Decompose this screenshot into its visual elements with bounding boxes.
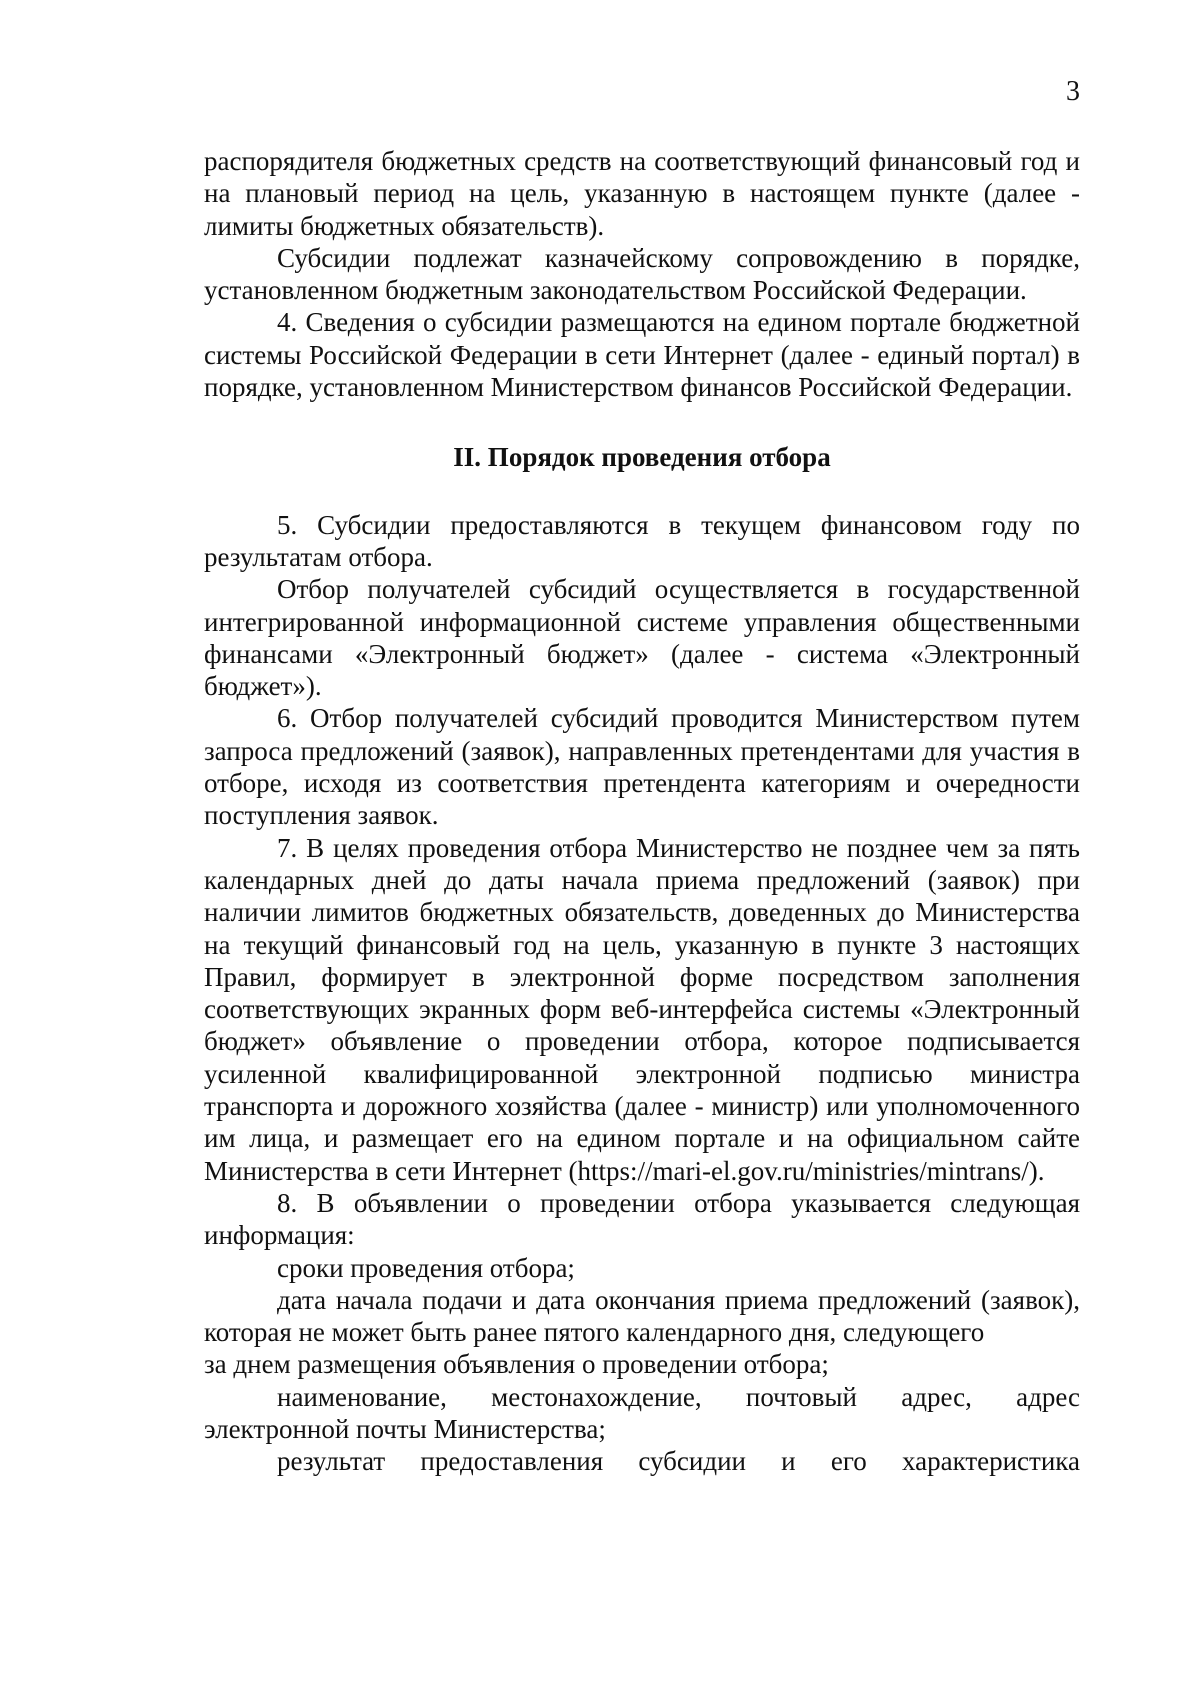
paragraph: наименование, местонахождение, почтовый адрес, адрес электронной почты Министерства; xyxy=(204,1381,1080,1444)
paragraph: Субсидии подлежат казначейскому сопровождению в порядке, установленном бюджетным законодательством Российской Федерации. xyxy=(204,242,1080,306)
paragraph: Отбор получателей субсидий осуществляется в государственной интегрированной информационной системе управления общественными финансами «Электронный бюджет» (далее - система «Электронный бюджет»). xyxy=(204,574,1080,702)
section-heading: II. Порядок проведения отбора xyxy=(453,442,831,473)
paragraph: 6. Отбор получателей субсидий проводится Министерством путем запроса предложений (заявок), направленных претендентами для участия в отборе, исходя из соответствия претендента категориям и очередности поступления заявок. xyxy=(204,703,1080,831)
page-number: 3 xyxy=(1066,76,1080,107)
paragraph: 8. В объявлении о проведении отбора указывается следующая информация: xyxy=(204,1187,1080,1251)
paragraph: 7. В целях проведения отбора Министерство не позднее чем за пять календарных дней до даты начала приема предложений (заявок) при наличии лимитов бюджетных обязательств, доведенных до Министерства на текущий финансовый год на цель, указанную в пункте 3 настоящих Правил, формирует в электронной форме посредством заполнения соответствующих экранных форм веб-интерфейса системы «Электронный бюджет» объявление о проведении отбора, которое подписывается усиленной квалифицированной электронной подписью министра транспорта и дорожного хозяйства (далее - министр) или уполномоченного им лица, и размещает его на едином портале и на официальном сайте Министерства в сети Интернет (https://mari-el.gov.ru/ministries/mintrans/). xyxy=(204,832,1080,1186)
document-body xyxy=(204,145,1080,1478)
paragraph: сроки проведения отбора; xyxy=(277,1252,575,1283)
paragraph: дата начала подачи и дата окончания приема предложений (заявок), которая не может быть ранее пятого календарного дня, следующего xyxy=(204,1284,1080,1348)
paragraphs-bottom xyxy=(204,509,1080,1478)
paragraph: 4. Сведения о субсидии размещаются на едином портале бюджетной системы Российской Федерации в сети Интернет (далее - единый портал) в порядке, установленном Министерством финансов Российской Федерации. xyxy=(204,307,1080,403)
paragraphs-top xyxy=(204,145,1080,403)
paragraph: 5. Субсидии предоставляются в текущем финансовом году по результатам отбора. xyxy=(204,509,1080,572)
paragraph: за днем размещения объявления о проведении отбора; xyxy=(204,1349,829,1380)
paragraph: распорядителя бюджетных средств на соответствующий финансовый год и на плановый период на цель, указанную в настоящем пункте (далее - лимиты бюджетных обязательств). xyxy=(204,146,1080,241)
paragraph: результат предоставления субсидии и его характеристика xyxy=(277,1446,1080,1477)
